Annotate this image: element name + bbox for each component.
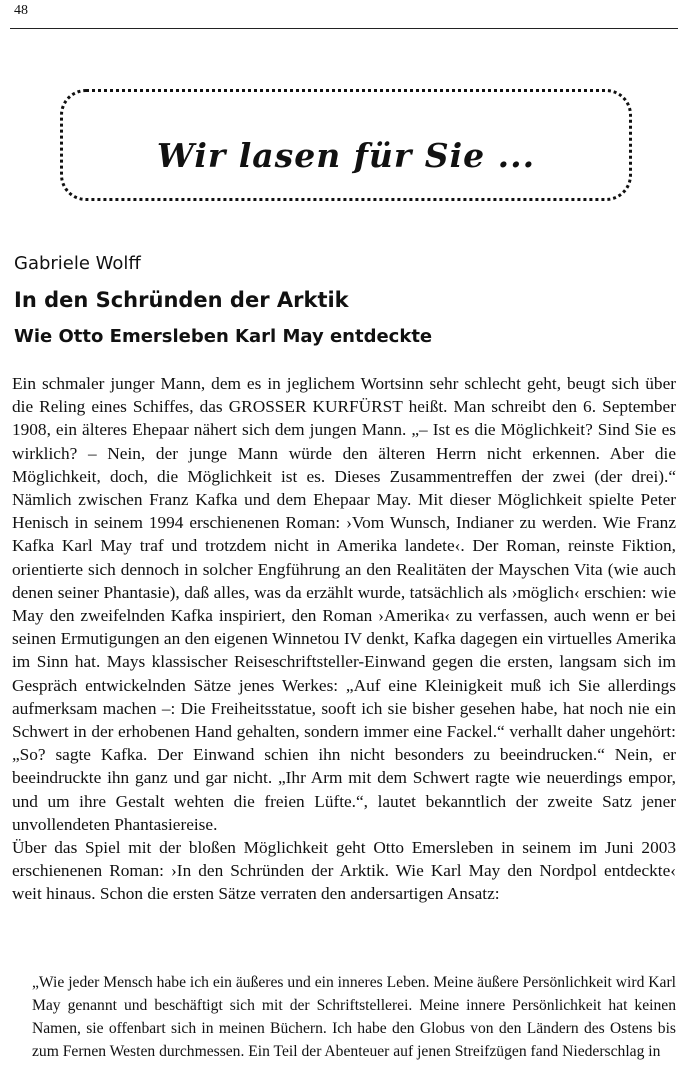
article-body (12, 372, 676, 906)
paragraph: Ein schmaler junger Mann, dem es in jeglichem Wortsinn sehr schlecht geht, beugt sich über die Reling eines Schiffes, das GROSSER KURFÜRST heißt. Man schreibt den 6. September 1908, ein älteres Ehepaar nähert sich dem jungen Mann. „– Ist es die Möglichkeit? Sind Sie es wirklich? – Nein, der junge Mann würde den älteren Herrn nicht erkennen. Aber die Möglichkeit, doch, die Möglichkeit ist es. Dieses Zusammentreffen der zwei (der drei).“ Nämlich zwischen Franz Kafka und dem Ehepaar May. Mit dieser Möglichkeit spielte Peter Henisch in seinem 1994 erschienenen Roman: ›Vom Wunsch, Indianer zu werden. Wie Franz Kafka Karl May traf und trotzdem nicht in Amerika landete‹. Der Roman, reinste Fiktion, orientierte sich dennoch in solcher Engführung an den Realitäten der Mayschen Vita (wie auch denen seiner Phantasie), daß alles, was da erzählt wurde, tatsächlich als ›möglich‹ erschien: wie May den zweifelnden Kafka inspiriert, den Roman ›Amerika‹ zu verfassen, auch wenn er bei seinen Ermutigungen an den eigenen Winnetou IV denkt, Kafka dagegen ein virtuelles Amerika im Sinn hat. Mays klassischer Reiseschriftsteller-Einwand gegen die ersten, langsam sich im Gespräch entwickelnden Sätze jenes Werkes: „Auf eine Kleinigkeit muß ich Sie allerdings aufmerksam machen –: Die Freiheitsstatue, sooft ich sie bisher gesehen habe, hat noch nie ein Schwert in der erhobenen Hand gehalten, sondern immer eine Fackel.“ verhallt daher ungehört: „So? sagte Kafka. Der Einwand schien ihn nicht besonders zu beeindrucken.“ Nein, er beeindruckte ihn ganz und gar nicht. „Ihr Arm mit dem Schwert ragte wie neuerdings empor, und um ihre Gestalt wehten die freien Lüfte.“, lautet bekanntlich der zweite Satz jener unvollendeten Phantasiereise. (12, 374, 676, 834)
quote-text: „Wie jeder Mensch habe ich ein äußeres und ein inneres Leben. Meine äußere Persönlichkeit wird Karl May genannt und beschäftigt sich mit der Schriftstellerei. Meine innere Persönlichkeit hat keinen Namen, sie offenbart sich in meinen Büchern. Ich habe den Globus von den Ländern des Ostens bis zum Fernen Westen durchmessen. Ein Teil der Abenteuer auf jenen Streifzügen fand Niederschlag in (32, 974, 676, 1060)
page-number: 48 (14, 3, 28, 18)
header-rule (10, 28, 678, 29)
section-title-box (60, 89, 632, 201)
subheadline: Wie Otto Emersleben Karl May entdeckte (14, 326, 433, 347)
paragraph: Über das Spiel mit der bloßen Möglichkeit geht Otto Emersleben in seinem im Juni 2003 erschienenen Roman: ›In den Schründen der Arktik. Wie Karl May den Nordpol entdeckte‹ weit hinaus. Schon die ersten Sätze verraten den andersartigen Ansatz: (12, 838, 676, 904)
block-quote (32, 971, 676, 1063)
headline: In den Schründen der Arktik (14, 288, 349, 312)
author: Gabriele Wolff (14, 253, 141, 274)
section-title: Wir lasen für Sie ... (156, 136, 536, 175)
